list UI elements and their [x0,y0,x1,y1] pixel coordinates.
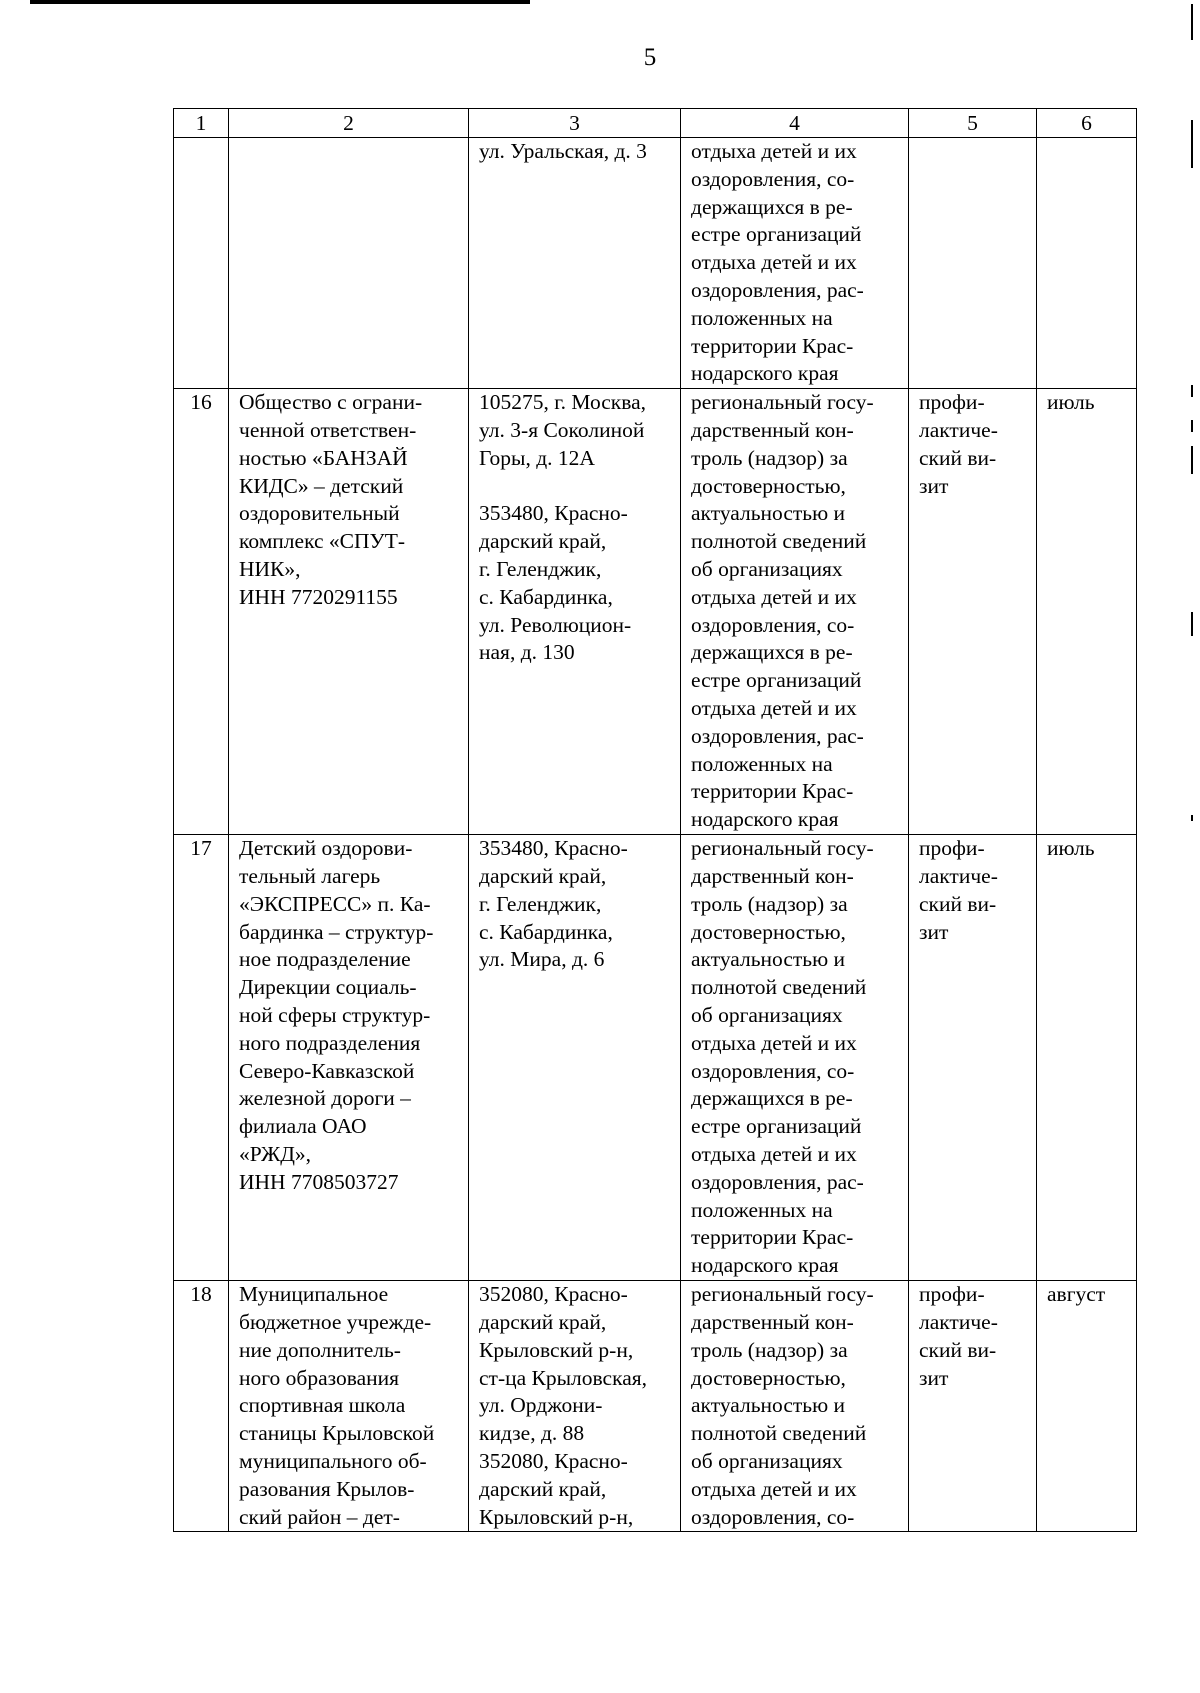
control-type-cell: региональный госу- дарственный кон- троль (надзор) за достоверностью, актуальностью и полнотой сведений об организациях отдыха детей и их оздоровления, со- [681,1281,909,1532]
measure-cell [909,138,1037,389]
column-header: 2 [229,109,469,138]
address-cell: ул. Уральская, д. 3 [469,138,681,389]
table-row [174,389,1137,835]
table-row [174,835,1137,1281]
control-type-cell: региональный госу- дарственный кон- троль (надзор) за достоверностью, актуальностью и полнотой сведений об организациях отдыха детей и их оздоровления, со- держащихся в ре- естре организаций отдыха детей и их оздоровления, рас- положенных на территории Крас- нодарского края [681,389,909,835]
inspection-plan-table [173,108,1137,1532]
address-cell: 105275, г. Москва, ул. 3-я Соколиной Горы, д. 12А 353480, Красно- дарский край, г. Геленджик, с. Кабардинка, ул. Революцион- ная, д. 130 [469,389,681,835]
column-header: 5 [909,109,1037,138]
address-cell: 353480, Красно- дарский край, г. Геленджик, с. Кабардинка, ул. Мира, д. 6 [469,835,681,1281]
organization-cell: Общество с ограни- ченной ответствен- ностью «БАНЗАЙ КИДС» – детский оздоровительный комплекс «СПУТ- НИК», ИНН 7720291155 [229,389,469,835]
organization-cell: Детский оздорови- тельный лагерь «ЭКСПРЕСС» п. Ка- бардинка – структур- ное подразделение Дирекции социаль- ной сферы структур- ного подразделения Северо-Кавказской железной дороги – филиала ОАО «РЖД», ИНН 7708503727 [229,835,469,1281]
month-cell: июль [1037,835,1137,1281]
scan-edge-mark [1191,385,1193,397]
scan-edge-mark [1191,612,1193,636]
scan-edge-mark [1191,4,1193,40]
column-header: 3 [469,109,681,138]
scan-edge-mark [1191,420,1193,432]
row-number-cell: 18 [174,1281,229,1532]
control-type-cell: региональный госу- дарственный кон- троль (надзор) за достоверностью, актуальностью и полнотой сведений об организациях отдыха детей и их оздоровления, со- держащихся в ре- естре организаций отдыха детей и их оздоровления, рас- положенных на территории Крас- нодарского края [681,835,909,1281]
measure-cell: профи- лактиче- ский ви- зит [909,1281,1037,1532]
scan-edge-mark [1191,446,1193,474]
address-cell: 352080, Красно- дарский край, Крыловский р-н, ст-ца Крыловская, ул. Орджони- кидзе, д. 88 352080, Красно- дарский край, Крыловский р-н, [469,1281,681,1532]
measure-cell: профи- лактиче- ский ви- зит [909,389,1037,835]
table-row [174,1281,1137,1532]
page-number: 5 [643,44,657,71]
measure-cell: профи- лактиче- ский ви- зит [909,835,1037,1281]
month-cell [1037,138,1137,389]
row-number-cell: 17 [174,835,229,1281]
scan-edge-mark [1191,120,1193,168]
table-header-row [174,109,1137,138]
organization-cell: Муниципальное бюджетное учрежде- ние дополнитель- ного образования спортивная школа станицы Крыловской муниципального об- разования Крылов- ский район – дет- [229,1281,469,1532]
table-row [174,138,1137,389]
row-number-cell: 16 [174,389,229,835]
column-header: 6 [1037,109,1137,138]
scan-top-rule [30,0,530,4]
column-header: 1 [174,109,229,138]
month-cell: июль [1037,389,1137,835]
column-header: 4 [681,109,909,138]
row-number-cell [174,138,229,389]
control-type-cell: отдыха детей и их оздоровления, со- держащихся в ре- естре организаций отдыха детей и их оздоровления, рас- положенных на территории Крас- нодарского края [681,138,909,389]
scan-edge-mark [1191,815,1193,821]
organization-cell [229,138,469,389]
month-cell: август [1037,1281,1137,1532]
